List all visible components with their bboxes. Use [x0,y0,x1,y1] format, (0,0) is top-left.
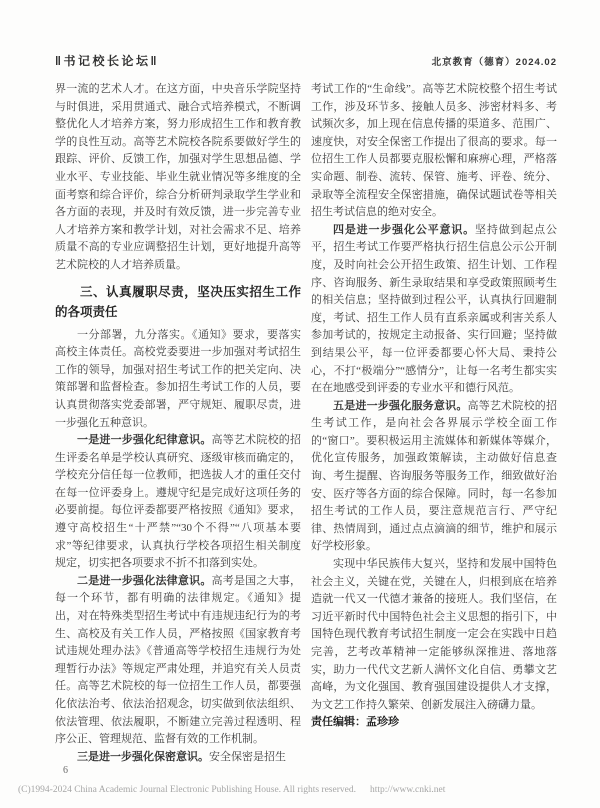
paragraph-secrecy-text: 安全保密是招生 [209,750,286,763]
paragraph-discipline-text: 高等艺术院校的招生评委名单是学校认真研究、逐级审核而确定的，学校充分信任每一位教师，把选拔人才的重任交付在每一位评委身上。遵规守纪是完成好这项任务的必要前提。每位评委都要严格按照《通知》要求，遵守高校招生“十严禁”“30个不得”“八项基本要求”等纪律要求，认真执行学校各项招生相关制度规定，切实把各项要求不折不扣落到实处。 [55,434,302,570]
paragraph-discipline [55,432,301,573]
paragraph-fairness [311,222,557,398]
emphasis-lead-secrecy: 三是进一步强化保密意识。 [77,750,209,763]
page-number: 6 [63,765,68,776]
emphasis-lead-law: 二是进一步强化法律意识。 [77,574,212,587]
copyright-text: (C)1994-2024 China Academic Journal Electronic Publishing House. All rights reserved. [18,785,356,795]
paragraph-conclusion: 实现中华民族伟大复兴，坚持和发展中国特色社会主义，关键在党，关键在人，归根到底在培养造就一代又一代德才兼备的接班人。我们坚信，在习近平新时代中国特色社会主义思想的指引下，中国特色现代教育考试招生制度一定会在实践中日趋完善，艺考改革精神一定能够纵深推进、落地落实，助力一代代文艺新人满怀文化自信、勇攀文艺高峰，为文化强国、教育强国建设提供人才支撑，为文艺工作持久繁荣、创新发展注入磅礴力量。 [311,558,557,711]
section-heading-3: 三、认真履职尽责，坚决压实招生工作的各项责任 [55,284,301,319]
emphasis-lead-fairness: 四是进一步强化公平意识。 [333,223,475,236]
page-header [55,52,557,69]
paragraph-responsibility: 一分部署，九分落实。《通知》要求，要落实高校主体责任。高校党委要进一步加强对考试招生工作的领导，加强对招生考试工作的把关定向、决策部署和监督检查。参加招生考试工作的人员，要认真贯彻落实党委部署，严守规矩、履职尽责，进一步强化五种意识。 [55,328,301,429]
article-body [55,81,557,766]
paragraph-continuation: 界一流的艺术人才。在这方面，中央音乐学院坚持与时俱进，采用贯通式、融合式培养模式，不断调整优化人才培养方案，努力形成招生工作和教育教学的良性互动。高等艺术院校各院系要做好学生的跟踪、评价、反馈工作，加强对学生思想品德、学业水平、专业技能、毕业生就业情况等多维度的全面考察和综合评价，综合分析研判录取学生学业和各方面的表现，并及时有效反馈，进一步完善专业人才培养方案和教学计划，对社会需求不足、培养质量不高的专业应调整招生计划，更好地提升高等艺术院校的人才培养质量。 [55,83,301,271]
journal-issue-label: 北京教育（德育）2024.02 [431,57,557,68]
paragraph-service-text: 高等艺术院校的招生考试工作，是向社会各界展示学校全面工作的“窗口”。要积极运用主流媒体和新媒体等媒介，优化宣传服务，加强政策解读，主动做好信息查询、考生提醒、咨询服务等服务工作，细致做好治安、医疗等各方面的综合保障。同时，每一名参加招生考试的工作人员，要注意规范言行、严守纪律、热情周到，通过点点滴滴的细节，维护和展示好学校形象。 [311,399,558,553]
editor-name: 孟珍珍 [366,716,399,729]
paragraph-fairness-text: 坚持做到起点公平，招生考试工作要严格执行招生信息公示公开制度，及时向社会公开招生政策、招生计划、工作程序、咨询服务、新生录取结果和享受政策照顾考生的相关信息；坚持做到过程公平，认真执行回避制度，考试、招生工作人员有直系亲属或利害关系人参加考试的，按规定主动报备、实行回避；坚持做到结果公平，每一位评委都要心怀大局、秉持公心，不打“极端分”“感情分”，让每一名考生都实实在在地感受到评委的专业水平和德行风范。 [311,223,557,395]
emphasis-lead-discipline: 一是进一步强化纪律意识。 [77,434,212,447]
forum-column-label: ‖书记校长论坛‖ [55,54,159,68]
editor-label: 责任编辑： [311,716,366,729]
paragraph-secrecy-continuation: 考试工作的“生命线”。高等艺术院校整个招生考试工作，涉及环节多、接触人员多、涉密材料多、考试频次多，加上现在信息传播的渠道多、范围广、速度快，对安全保密工作提出了很高的要求。每一位招生工作人员都要克服松懈和麻痹心理，严格落实命题、制卷、流转、保管、施考、评卷、统分、录取等全流程安全保密措施，确保试题试卷等相关招生考试信息的绝对安全。 [311,83,557,219]
editor-credit [311,714,557,732]
emphasis-lead-service: 五是进一步强化服务意识。 [333,399,468,412]
copyright-notice [18,785,445,795]
paragraph-law [55,573,301,749]
left-column [55,81,301,766]
cnki-url: http://www.cnki.net [369,785,446,795]
paragraph-law-text: 高考是国之大事，每一个环节，都有明确的法律规定。《通知》提出，对在特殊类型招生考试中有违规违纪行为的考生、高校及有关工作人员，严格按照《国家教育考试违规处理办法》《普通高等学校招生违规行为处理暂行办法》等规定严肃处理，并追究有关人员责任。高等艺术院校的每一位招生工作人员，都要强化依法治考、依法治招观念，切实做到依法组织、依法管理、依法履职，不断建立完善过程透明、程序公正、管理规范、监督有效的工作机制。 [55,574,302,746]
right-column [311,81,557,766]
paragraph-service [311,398,557,556]
paragraph-secrecy-start [55,749,301,767]
